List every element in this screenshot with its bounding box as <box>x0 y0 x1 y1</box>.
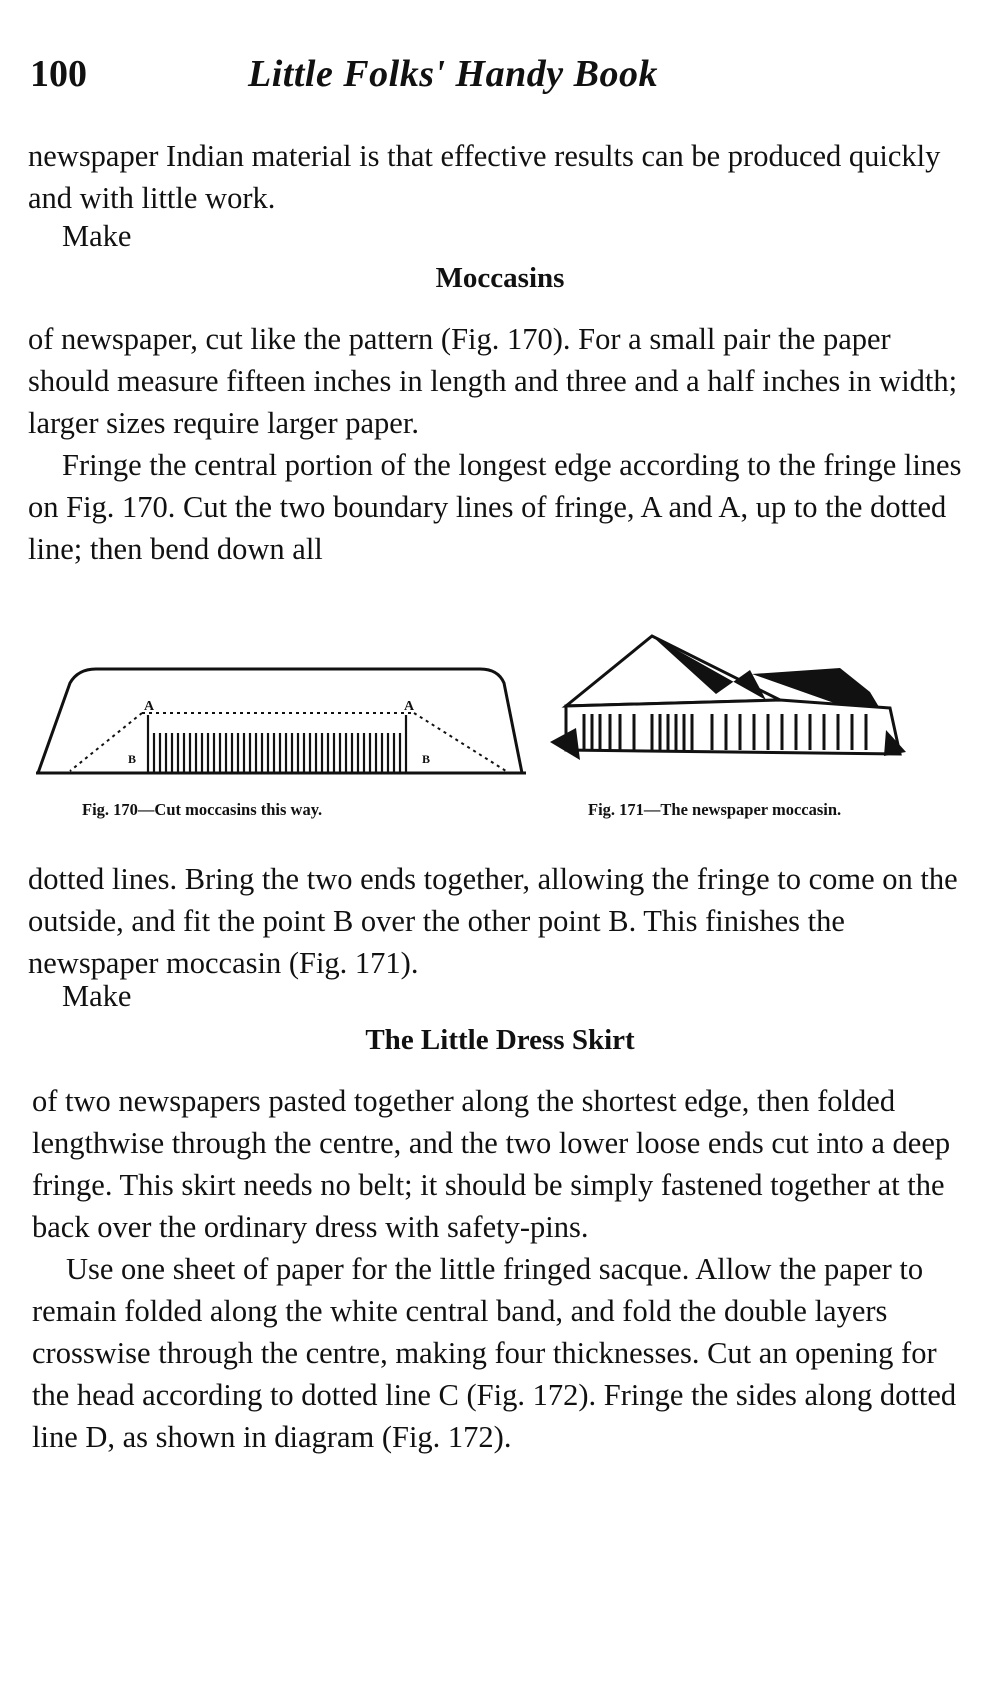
running-title: Little Folks' Handy Book <box>248 53 658 95</box>
paragraph-text: Use one sheet of paper for the little fringed sacque. Allow the paper to remain folded along the white central band, and fold the double layers crosswise through the centre, making four thicknesses. Cut an opening for the head according to dotted line C (Fig. 172). Fringe the sides along dotted line D, as shown in diagram (Fig. 172). <box>32 1252 957 1454</box>
paragraph-text: dotted lines. Bring the two ends together, allowing the fringe to come on the outside, and fit the point B over the other point B. This finishes the newspaper moccasin (Fig. 171). <box>28 862 958 980</box>
label-a-left: A <box>144 699 155 714</box>
label-b-left: B <box>128 752 137 766</box>
label-a-right: A <box>404 699 415 714</box>
paragraph-text: of two newspapers pasted together along the shortest edge, then folded lengthwise through the centre, and the two lower loose ends cut into a deep fringe. This skirt needs no belt; it should be simply fastened together at the back over the ordinary dress with safety-pins. <box>32 1084 951 1244</box>
figure-170-caption: Fig. 170—Cut moccasins this way. <box>82 800 323 819</box>
paragraph-text: Fringe the central portion of the longest edge according to the fringe lines on Fig. 170. Cut the two boundary lines of fringe, A and A, up to the dotted line; then bend down all <box>28 448 962 566</box>
paragraph-text: newspaper Indian material is that effective results can be produced quickly and with little work. <box>28 139 941 215</box>
figure-171-caption: Fig. 171—The newspaper moccasin. <box>588 800 842 819</box>
page-number: 100 <box>30 53 87 95</box>
paragraph-moccasins <box>28 318 968 570</box>
paragraph-dress-skirt <box>32 1080 972 1458</box>
label-b-right: B <box>422 752 431 766</box>
paragraph-text: of newspaper, cut like the pattern (Fig. 170). For a small pair the paper should measure fifteen inches in length and three and a half inches in width; larger sizes require larger paper. <box>28 322 958 440</box>
figure-171-moccasin <box>540 630 910 780</box>
section-heading-dress-skirt: The Little Dress Skirt <box>365 1024 635 1056</box>
make-lead-in-2: Make <box>62 979 132 1013</box>
paragraph-intro <box>28 135 968 219</box>
figure-170-pattern <box>30 655 530 785</box>
page-header <box>30 52 970 102</box>
make-lead-in-1: Make <box>62 219 132 253</box>
paragraph-moccasins-continued <box>28 858 968 984</box>
section-heading-moccasins: Moccasins <box>435 262 565 294</box>
